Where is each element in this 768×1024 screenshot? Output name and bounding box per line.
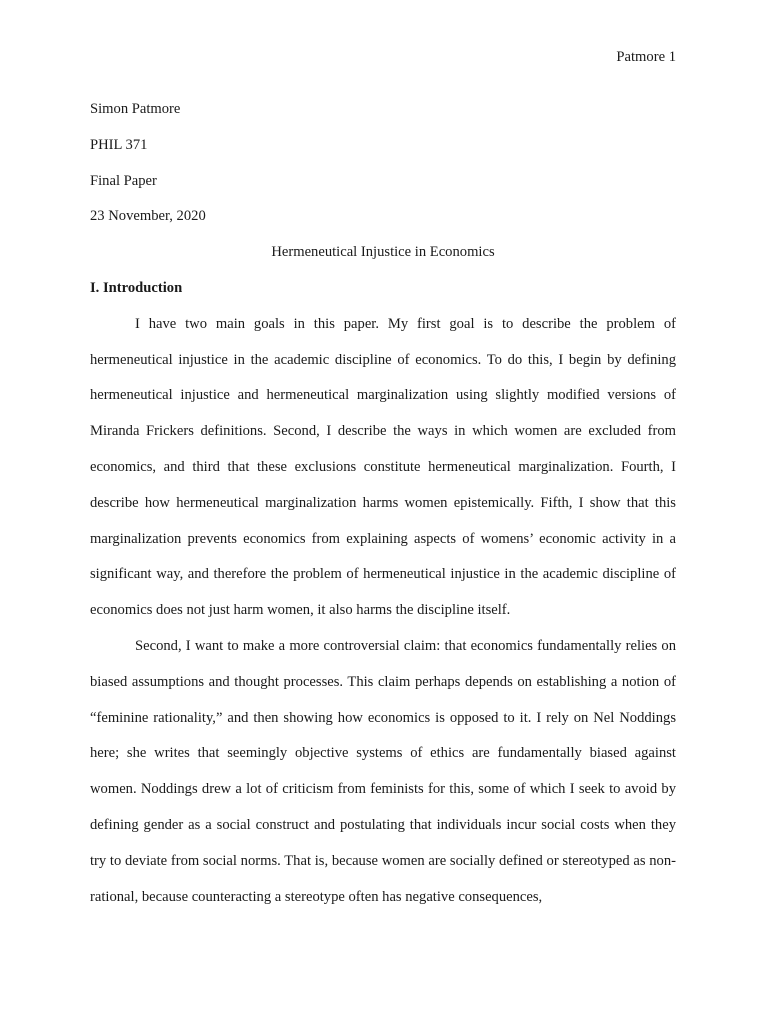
body-text [90, 307, 676, 916]
heading-block [90, 92, 676, 235]
paper-date: 23 November, 2020 [90, 208, 206, 225]
course-code: PHIL 371 [90, 136, 148, 153]
section-heading: I. Introduction [90, 279, 183, 296]
paper-title: Hermeneutical Injustice in Economics [271, 244, 495, 261]
running-head: Patmore 1 [616, 49, 676, 65]
author-name: Simon Patmore [90, 101, 181, 117]
paragraph: I have two main goals in this paper. My first goal is to describe the problem of hermeneutical injustice in the academic discipline of economics. To do this, I begin by defining hermeneutical injustice and hermeneutical marginalization using slightly modified versions of Miranda Frickers definitions. Second, I describe the ways in which women are excluded from economics, and third that these exclusions constitute hermeneutical marginalization. Fourth, I describe how hermeneutical marginalization harms women epistemically. Fifth, I show that this marginalization prevents economics from explaining aspects of womens’ economic activity in a significant way, and therefore the problem of hermeneutical injustice in the academic discipline of economics does not just harm women, it also harms the discipline itself. [90, 315, 676, 619]
paragraph: Second, I want to make a more controversial claim: that economics fundamentally relies on biased assumptions and thought processes. This claim perhaps depends on establishing a notion of “feminine rationality,” and then showing how economics is opposed to it. I rely on Nel Noddings here; she writes that seemingly objective systems of ethics are fundamentally biased against women. Noddings drew a lot of criticism from feminists for this, some of which I seek to avoid by defining gender as a social construct and postulating that individuals incur social costs when they try to deviate from social norms. That is, because women are socially defined or stereotyped as non-rational, because counteracting a stereotype often has negative consequences, [90, 637, 676, 905]
paper-content [90, 92, 676, 915]
assignment-name: Final Paper [90, 172, 157, 189]
